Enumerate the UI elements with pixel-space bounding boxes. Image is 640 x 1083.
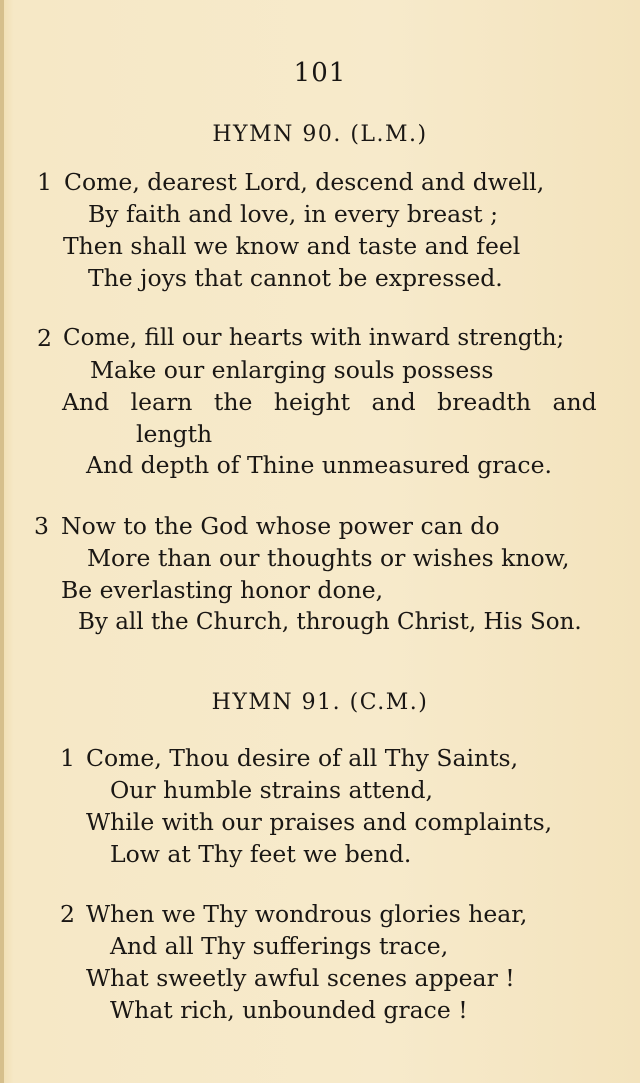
hymn-line: And learn the height and breadth and bbox=[62, 388, 597, 416]
hymn-line: Be everlasting honor done, bbox=[61, 576, 384, 604]
stanza-number: 2 bbox=[60, 900, 75, 928]
stanza-number: 1 bbox=[37, 168, 52, 196]
hymn-line: By faith and love, in every breast ; bbox=[88, 200, 499, 228]
page-number: 101 bbox=[293, 58, 347, 88]
hymn-line: length bbox=[136, 420, 213, 448]
stanza-number: 1 bbox=[60, 744, 75, 772]
page-edge bbox=[0, 0, 4, 1083]
hymn-line: What sweetly awful scenes appear ! bbox=[86, 964, 515, 992]
hymn-line: Our humble strains attend, bbox=[110, 776, 433, 804]
hymn-line: Low at Thy feet we bend. bbox=[110, 840, 412, 868]
stanza-number: 3 bbox=[34, 512, 49, 540]
hymn-line: What rich, unbounded grace ! bbox=[110, 996, 468, 1024]
hymn-line: And depth of Thine unmeasured grace. bbox=[86, 451, 552, 479]
hymn-line: Come, dearest Lord, descend and dwell, bbox=[64, 168, 545, 196]
hymn-line: And all Thy sufferings trace, bbox=[110, 932, 449, 960]
hymn-line: Come, fill our hearts with inward strength; bbox=[63, 325, 565, 351]
hymn-line: While with our praises and complaints, bbox=[86, 808, 553, 836]
hymn-91-title: HYMN 91. (C.M.) bbox=[211, 690, 429, 715]
hymn-line: Then shall we know and taste and feel bbox=[63, 232, 521, 260]
hymn-line-justified bbox=[62, 388, 627, 416]
stanza-number: 2 bbox=[37, 324, 52, 352]
hymn-90-title: HYMN 90. (L.M.) bbox=[212, 122, 428, 147]
hymn-line: Now to the God whose power can do bbox=[61, 512, 500, 540]
hymn-line: More than our thoughts or wishes know, bbox=[87, 544, 570, 572]
hymn-line: Make our enlarging souls possess bbox=[90, 356, 494, 384]
hymn-line: By all the Church, through Christ, His Son. bbox=[78, 609, 582, 635]
hymn-line: The joys that cannot be expressed. bbox=[88, 264, 503, 292]
hymn-line: Come, Thou desire of all Thy Saints, bbox=[86, 744, 519, 772]
hymn-line: When we Thy wondrous glories hear, bbox=[86, 900, 528, 928]
